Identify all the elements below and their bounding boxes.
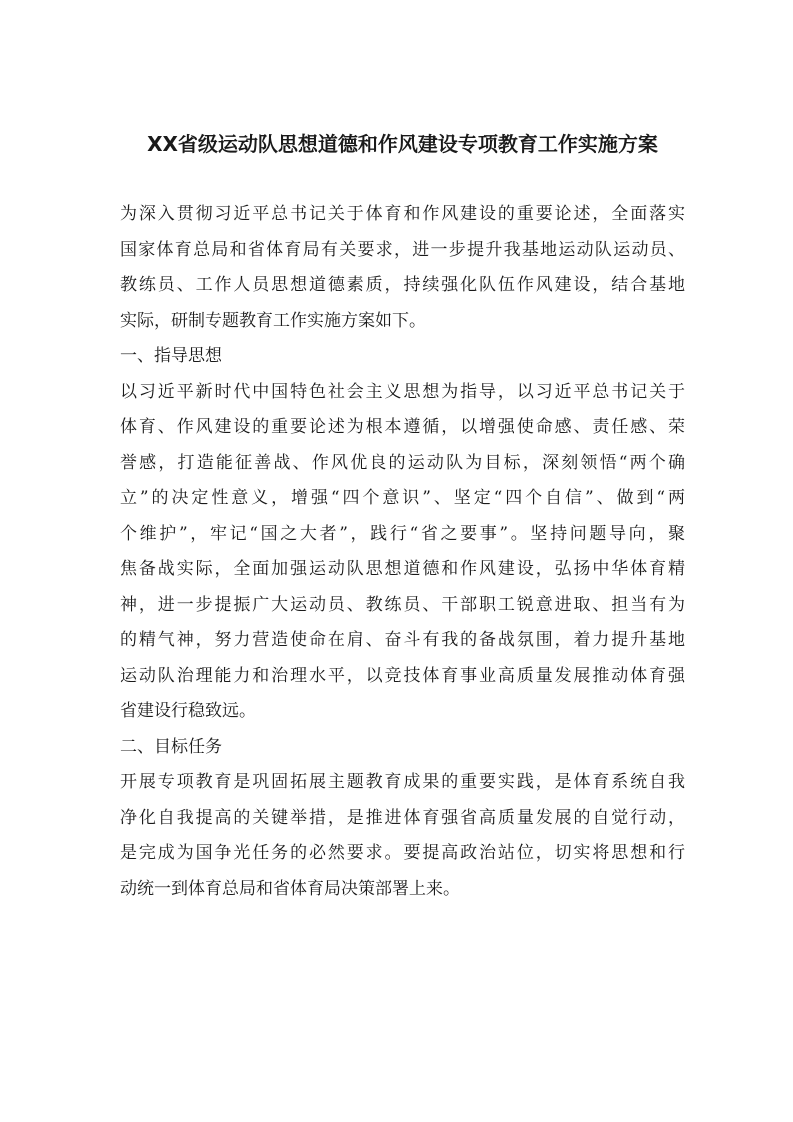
text-line: 誉感，打造能征善战、作风优良的运动队为目标，深刻领悟“两个确 [120,452,685,473]
text-line: 立”的决定性意义，增强“四个意识”、坚定“四个自信”、做到“两 [120,488,685,508]
text-line: 运动队治理能力和治理水平，以竞技体育事业高质量发展推动体育强 [120,665,685,686]
text-line: 国家体育总局和省体育局有关要求，进一步提升我基地运动队运动员、 [120,239,685,260]
document-body [120,197,685,907]
text-line: 实际，研制专题教育工作实施方案如下。 [120,310,426,331]
text-line: 动统一到体育总局和省体育局决策部署上来。 [120,878,460,899]
text-line: 省建设行稳致远。 [120,701,256,721]
text-line: 神，进一步提振广大运动员、教练员、干部职工锐意进取、担当有为 [120,594,685,615]
text-line: 以习近平新时代中国特色社会主义思想为指导，以习近平总书记关于 [120,381,685,402]
text-line: 个维护”，牢记“国之大者”，践行“省之要事”。坚持问题导向，聚 [120,523,685,544]
text-line: 二、目标任务 [120,736,222,757]
text-line: 是完成为国争光任务的必然要求。要提高政治站位，切实将思想和行 [120,843,685,863]
text-line: 一、指导思想 [120,346,222,366]
text-line: 为深入贯彻习近平总书记关于体育和作风建设的重要论述，全面落实 [120,204,685,224]
text-line: 开展专项教育是巩固拓展主题教育成果的重要实践，是体育系统自我 [120,772,685,792]
text-line: 的精气神，努力营造使命在肩、奋斗有我的备战氛围，着力提升基地 [120,630,685,650]
text-line: 焦备战实际，全面加强运动队思想道德和作风建设，弘扬中华体育精 [120,559,685,579]
text-line: 净化自我提高的关键举措，是推进体育强省高质量发展的自觉行动， [120,807,685,828]
text-line: 教练员、工作人员思想道德素质，持续强化队伍作风建设，结合基地 [120,275,685,295]
document-title: XX省级运动队思想道德和作风建设专项教育工作实施方案 [147,132,658,156]
text-line: 体育、作风建设的重要论述为根本遵循，以增强使命感、责任感、荣 [120,417,685,437]
